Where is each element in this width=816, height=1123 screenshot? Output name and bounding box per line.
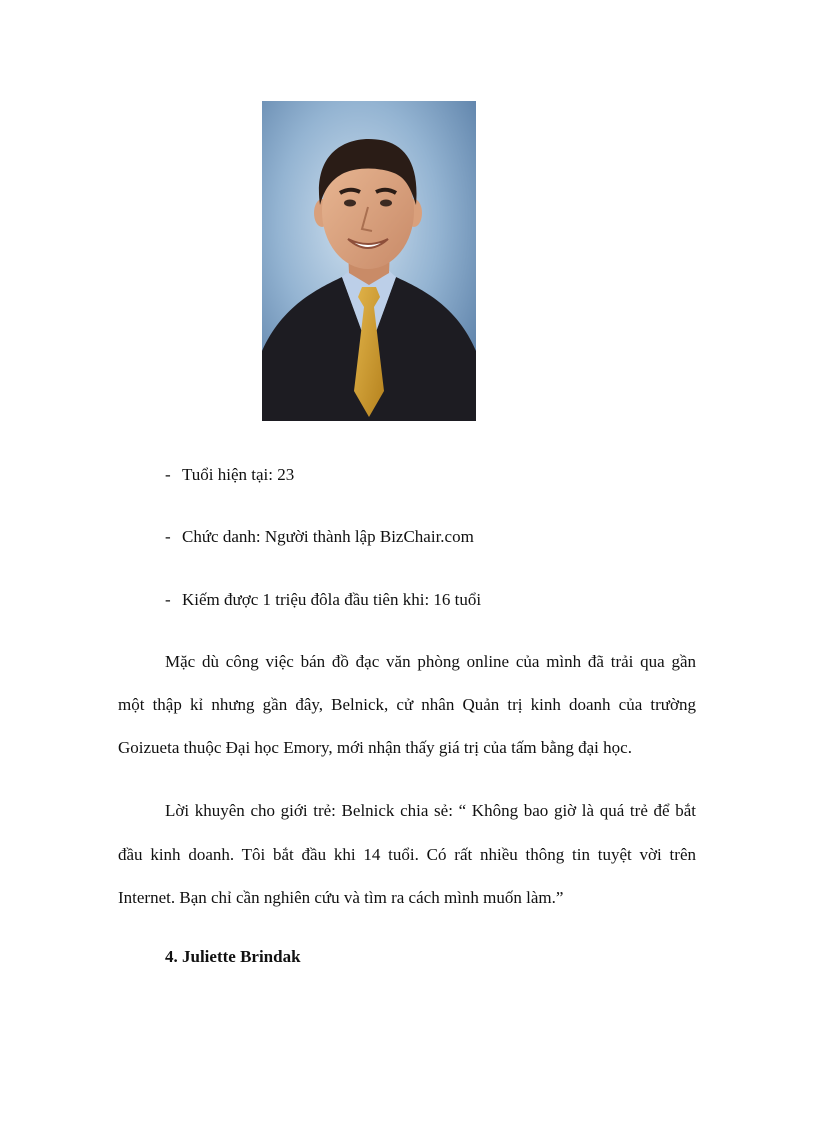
section-heading: 4. Juliette Brindak	[165, 947, 301, 966]
portrait-photo	[262, 101, 476, 421]
paragraph1-line: Goizueta thuộc Đại học Emory, mới nhận thấy giá trị của tấm bằng đại học.	[118, 738, 632, 757]
paragraph1-line: Mặc dù công việc bán đồ đạc văn phòng online của mình đã trải qua gần	[165, 652, 696, 671]
paragraph2-line: Internet. Bạn chỉ cần nghiên cứu và tìm ra cách mình muốn làm.”	[118, 888, 564, 907]
paragraph2-line: đầu kinh doanh. Tôi bắt đầu khi 14 tuổi. Có rất nhiều thông tin tuyệt vời trên	[118, 845, 696, 864]
bullet-age-text: Tuổi hiện tại: 23	[182, 465, 295, 484]
bullet-title-text: Chức danh: Người thành lập BizChair.com	[182, 527, 474, 546]
paragraph1-line: một thập kỉ nhưng gần đây, Belnick, cử nhân Quản trị kinh doanh của trường	[118, 695, 696, 714]
bullet-age	[165, 465, 294, 485]
portrait-illustration	[262, 101, 476, 421]
bullet-dash: -	[165, 527, 171, 546]
bullet-dash: -	[165, 590, 171, 609]
bullet-first-million-text: Kiếm được 1 triệu đôla đầu tiên khi: 16 tuổi	[182, 590, 482, 609]
bullet-title	[165, 527, 474, 547]
bullet-dash: -	[165, 465, 171, 484]
bullet-first-million	[165, 590, 481, 610]
paragraph2-line: Lời khuyên cho giới trẻ: Belnick chia sẻ: “ Không bao giờ là quá trẻ để bắt	[165, 801, 696, 820]
